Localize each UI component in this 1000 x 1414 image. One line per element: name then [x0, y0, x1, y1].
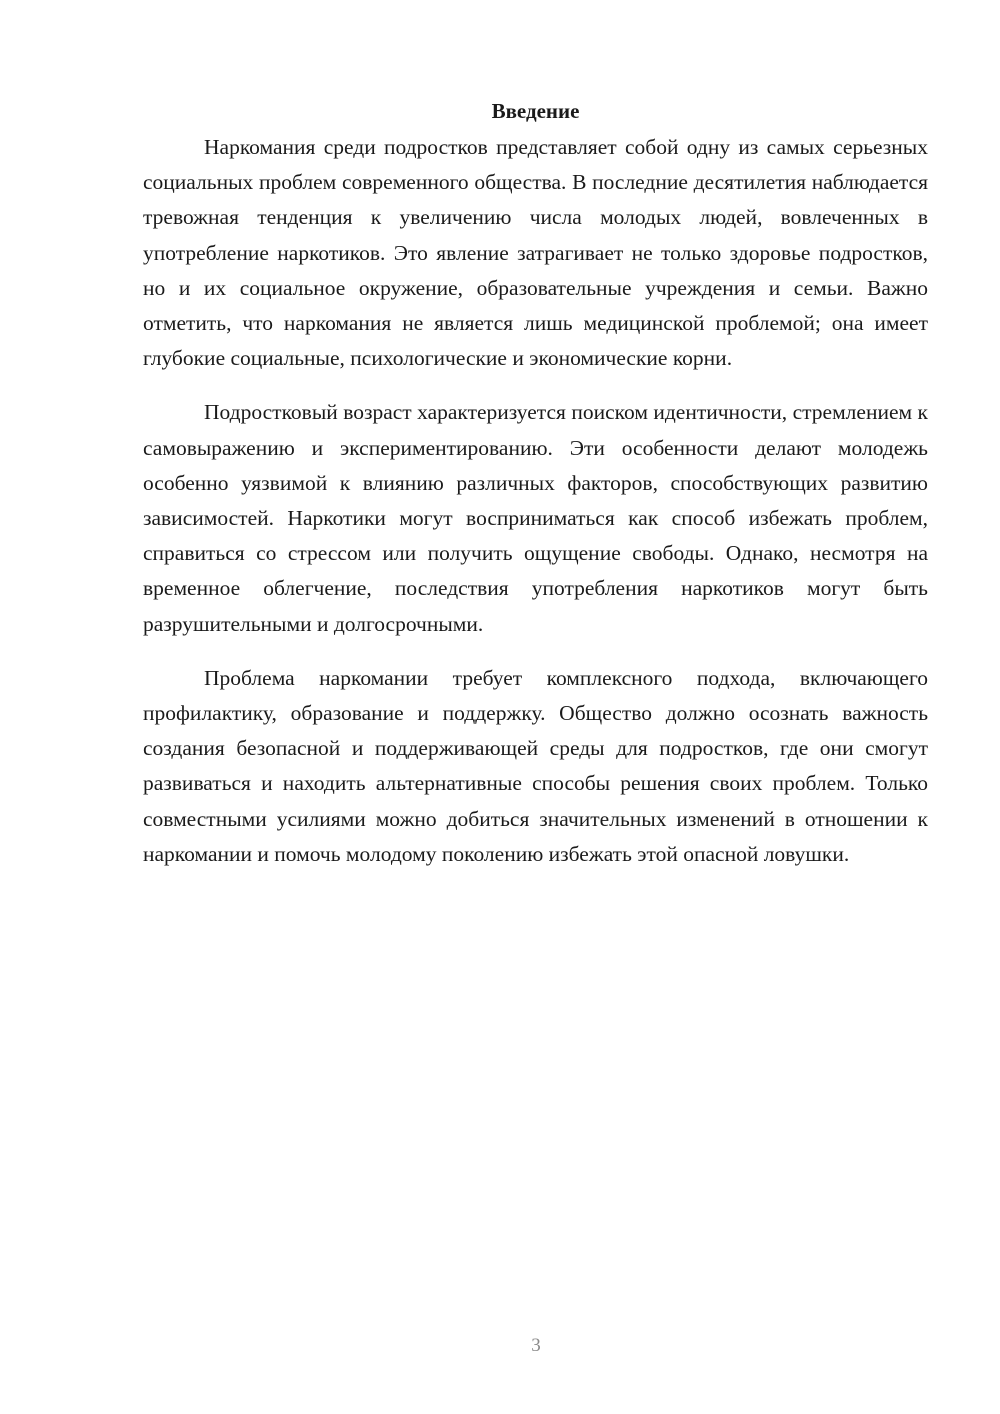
- page-content: [143, 94, 928, 872]
- paragraph-2: Подростковый возраст характеризуется поиском идентичности, стремлением к самовыражению и экспериментированию. Эти особенности делают молодежь особенно уязвимой к влиянию различных факторов, способствующих развитию зависимостей. Наркотики могут восприниматься как способ избежать проблем, справиться со стрессом или получить ощущение свободы. Однако, несмотря на временное облегчение, последствия употребления наркотиков могут быть разрушительными и долгосрочными.: [143, 400, 928, 636]
- page-number: 3: [531, 1335, 541, 1356]
- paragraph-3: Проблема наркомании требует комплексного подхода, включающего профилактику, образование и поддержку. Общество должно осознать важность создания безопасной и поддерживающей среды для подростков, где они смогут развиваться и находить альтернативные способы решения своих проблем. Только совместными усилиями можно добиться значительных изменений в отношении к наркомании и помочь молодому поколению избежать этой опасной ловушки.: [143, 665, 928, 866]
- section-title: Введение: [491, 99, 580, 123]
- paragraph-1: Наркомания среди подростков представляет собой одну из самых серьезных социальных проблем современного общества. В последние десятилетия наблюдается тревожная тенденция к увеличению числа молодых людей, вовлеченных в употребление наркотиков. Это явление затрагивает не только здоровье подростков, но и их социальное окружение, образовательные учреждения и семьи. Важно отметить, что наркомания не является лишь медицинской проблемой; она имеет глубокие социальные, психологические и экономические корни.: [143, 135, 928, 371]
